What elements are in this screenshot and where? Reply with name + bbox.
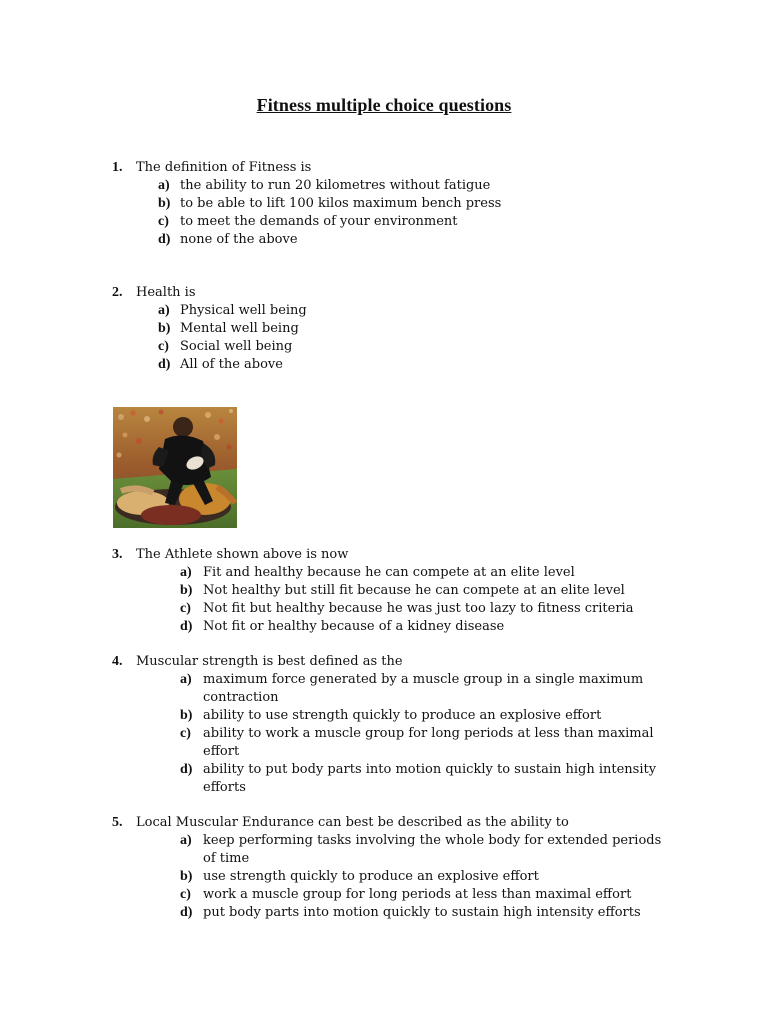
question-text: Health is [136,285,196,300]
question-text: The Athlete shown above is now [136,547,349,562]
option-text: ability to work a muscle group for long periods at less than maximal effort [203,726,654,759]
question-4 [0,653,768,797]
question-3 [0,546,768,636]
option-text: ability to put body parts into motion quickly to sustain high intensity efforts [203,762,657,795]
question-text: Muscular strength is best defined as the [136,654,403,669]
option-letter: c) [158,339,169,354]
athlete-photo [113,407,237,528]
question-text: The definition of Fitness is [136,160,312,175]
option-text: Fit and healthy because he can compete at an elite level [203,565,575,580]
option-letter: b) [180,869,193,884]
answer-option-d [0,761,768,797]
option-text: maximum force generated by a muscle group in a single maximum contraction [203,672,644,705]
answer-option-b [0,868,768,886]
answer-option-b [0,195,768,213]
option-letter: b) [158,321,171,336]
answer-option-b [0,707,768,725]
answer-option-c [0,338,768,356]
option-text: work a muscle group for long periods at less than maximal effort [203,887,632,902]
option-text: put body parts into motion quickly to sustain high intensity efforts [203,905,641,920]
question-number: 2. [112,285,123,300]
option-text: Mental well being [180,321,299,336]
answer-option-a [0,302,768,320]
option-text: the ability to run 20 kilometres without fatigue [180,178,491,193]
answer-option-c [0,213,768,231]
option-text: none of the above [180,232,298,247]
question-number: 1. [112,160,123,175]
option-letter: c) [180,887,191,902]
question-stem [0,814,768,832]
question-stem [0,159,768,177]
option-text: Not fit but healthy because he was just too lazy to fitness criteria [203,601,634,616]
question-stem [0,546,768,564]
option-letter: b) [180,583,193,598]
answer-option-a [0,832,768,868]
option-text: Social well being [180,339,293,354]
option-text: Not healthy but still fit because he can compete at an elite level [203,583,625,598]
option-letter: a) [180,565,192,580]
option-letter: a) [158,178,170,193]
answer-option-d [0,356,768,374]
option-letter: d) [180,905,193,920]
question-number: 5. [112,815,123,830]
option-text: to be able to lift 100 kilos maximum bench press [180,196,502,211]
answer-option-d [0,618,768,636]
question-stem [0,653,768,671]
answer-option-b [0,582,768,600]
option-text: ability to use strength quickly to produce an explosive effort [203,708,602,723]
answer-option-b [0,320,768,338]
option-text: use strength quickly to produce an explosive effort [203,869,539,884]
answer-option-c [0,886,768,904]
question-stem [0,284,768,302]
question-text: Local Muscular Endurance can best be described as the ability to [136,815,569,830]
option-letter: c) [158,214,169,229]
option-text: keep performing tasks involving the whole body for extended periods of time [203,833,662,866]
option-letter: d) [180,619,193,634]
option-letter: a) [180,672,192,687]
option-text: Not fit or healthy because of a kidney disease [203,619,505,634]
option-letter: a) [158,303,170,318]
document-title: Fitness multiple choice questions [256,95,512,115]
option-text: to meet the demands of your environment [180,214,458,229]
answer-option-a [0,671,768,707]
option-letter: b) [158,196,171,211]
answer-option-a [0,177,768,195]
answer-option-d [0,904,768,922]
answer-option-a [0,564,768,582]
question-2 [0,284,768,374]
question-number: 4. [112,654,123,669]
question-5 [0,814,768,922]
option-letter: c) [180,726,191,741]
option-letter: a) [180,833,192,848]
answer-option-c [0,725,768,761]
option-letter: b) [180,708,193,723]
option-text: Physical well being [180,303,307,318]
question-1 [0,159,768,249]
option-text: All of the above [180,357,283,372]
option-letter: c) [180,601,191,616]
answer-option-c [0,600,768,618]
option-letter: d) [158,232,171,247]
question-number: 3. [112,547,123,562]
answer-option-d [0,231,768,249]
option-letter: d) [158,357,171,372]
option-letter: d) [180,762,193,777]
